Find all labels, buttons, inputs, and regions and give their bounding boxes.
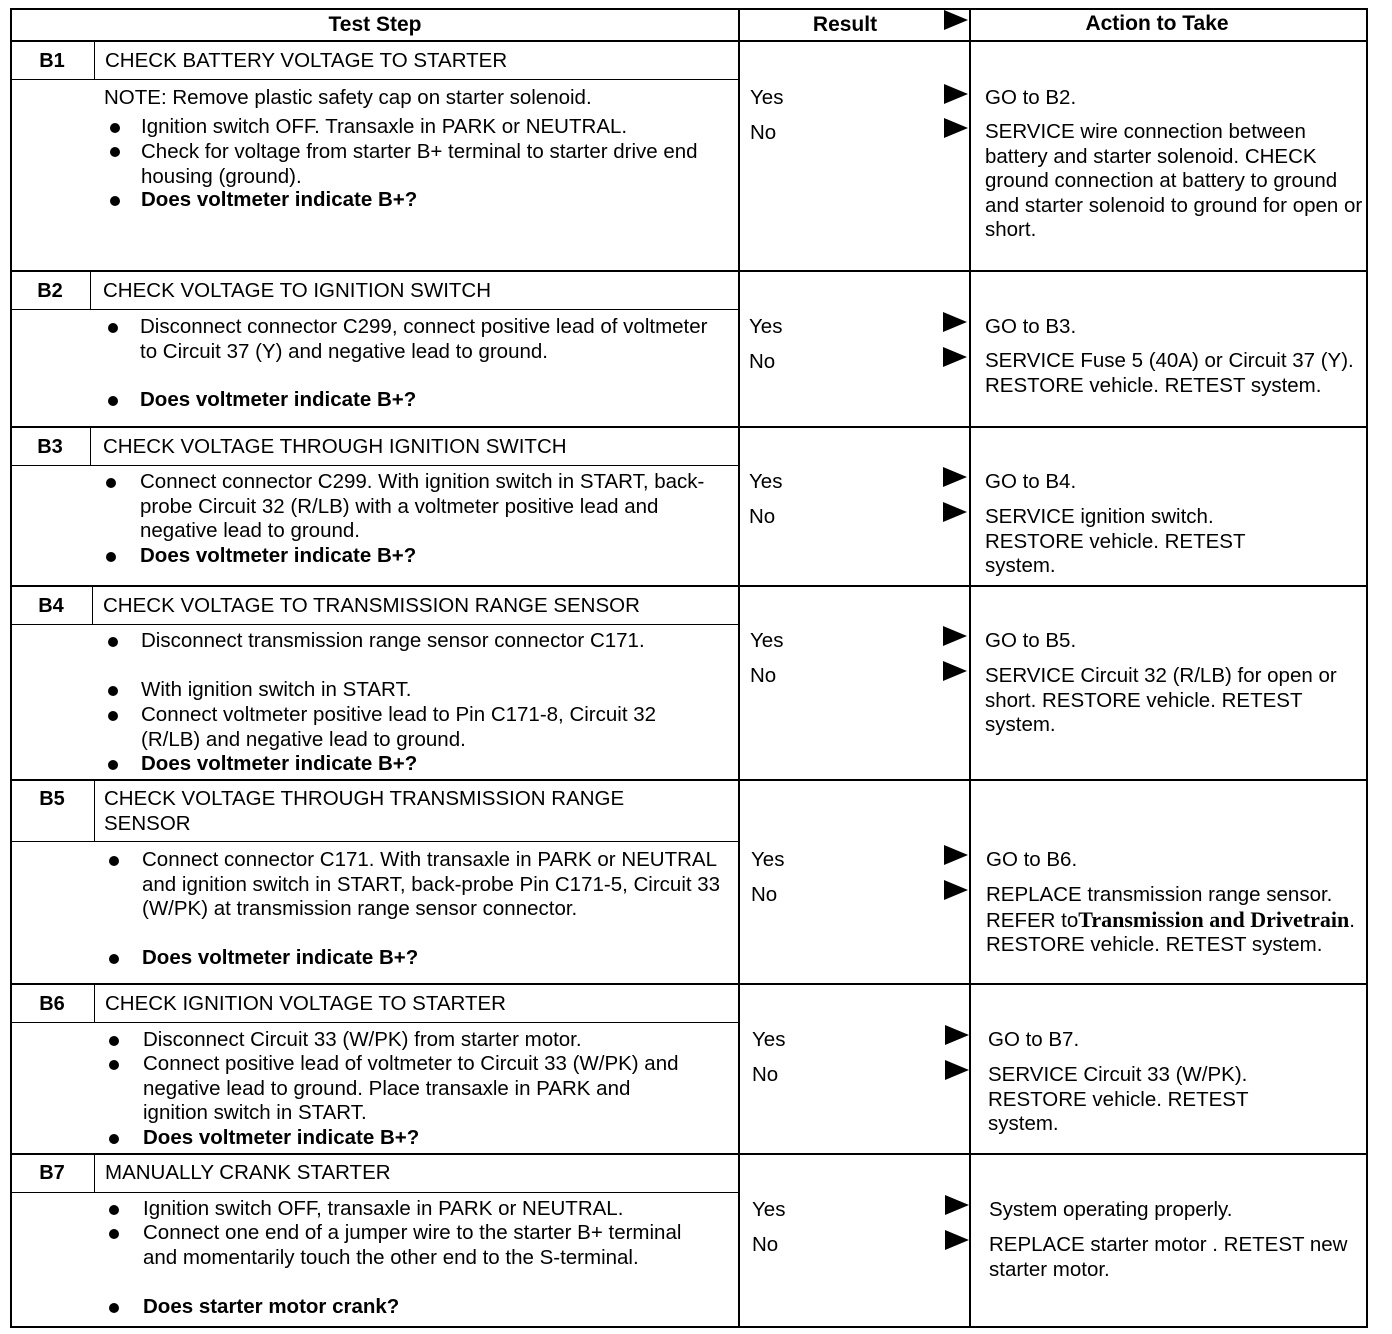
step-question: Does voltmeter indicate B+? bbox=[143, 1126, 420, 1149]
action-no: SERVICE Fuse 5 (40A) or Circuit 37 (Y). RESTORE vehicle. RETEST system. bbox=[985, 349, 1354, 397]
step-bullet: Check for voltage from starter B+ terminal to starter drive end housing (ground). bbox=[141, 140, 698, 188]
step-bullet: Connect connector C299. With ignition switch in START, back-probe Circuit 32 (R/LB) with a voltmeter positive lead and negative lead to ground. bbox=[140, 470, 705, 542]
bullet-icon bbox=[109, 1205, 119, 1215]
arrow-icon bbox=[944, 84, 968, 104]
header-action: Action to Take bbox=[1085, 12, 1229, 35]
result-no: No bbox=[749, 505, 776, 528]
bullet-icon bbox=[108, 760, 118, 770]
bullet-icon bbox=[109, 1060, 119, 1070]
bullet-icon bbox=[109, 856, 119, 866]
bullet-icon bbox=[110, 123, 120, 133]
header-result: Result bbox=[812, 13, 878, 36]
result-yes: Yes bbox=[752, 1028, 786, 1051]
step-bullet: Disconnect connector C299, connect positive lead of voltmeter to Circuit 37 (Y) and negative lead to ground. bbox=[140, 315, 708, 363]
bullet-icon bbox=[108, 686, 118, 696]
result-no: No bbox=[749, 350, 776, 373]
bullet-icon bbox=[109, 1303, 119, 1313]
step-question: Does voltmeter indicate B+? bbox=[141, 188, 418, 211]
step-question: Does voltmeter indicate B+? bbox=[140, 544, 417, 567]
bullet-icon bbox=[106, 478, 116, 488]
step-bullet: Ignition switch OFF, transaxle in PARK or NEUTRAL. bbox=[143, 1197, 624, 1220]
action-no: SERVICE Circuit 33 (W/PK). RESTORE vehicle. RETEST system. bbox=[988, 1063, 1249, 1135]
step-bullet: Connect voltmeter positive lead to Pin C171-8, Circuit 32 (R/LB) and negative lead to ground. bbox=[141, 703, 657, 751]
header-test-step: Test Step bbox=[328, 13, 422, 36]
result-yes: Yes bbox=[750, 86, 784, 109]
step-id: B7 bbox=[39, 1162, 65, 1184]
step-bullet: Disconnect transmission range sensor connector C171. bbox=[141, 629, 645, 652]
bullet-icon bbox=[108, 711, 118, 721]
action-yes: GO to B3. bbox=[985, 315, 1077, 338]
bullet-icon bbox=[109, 1036, 119, 1046]
action-no bbox=[986, 883, 1356, 958]
bullet-icon bbox=[108, 396, 118, 406]
arrow-icon bbox=[944, 845, 968, 865]
action-yes: GO to B7. bbox=[988, 1028, 1080, 1051]
action-no: SERVICE Circuit 32 (R/LB) for open or short. RESTORE vehicle. RETEST system. bbox=[985, 664, 1337, 736]
bullet-icon bbox=[108, 637, 118, 647]
step-bullet: Connect positive lead of voltmeter to Circuit 33 (W/PK) and negative lead to ground. Place transaxle in PARK and ignition switch in START. bbox=[143, 1052, 679, 1124]
action-yes: GO to B6. bbox=[986, 848, 1078, 871]
bullet-icon bbox=[110, 147, 120, 157]
bullet-icon bbox=[109, 1134, 119, 1144]
action-yes: System operating properly. bbox=[989, 1198, 1233, 1221]
step-bullet: Ignition switch OFF. Transaxle in PARK or NEUTRAL. bbox=[141, 115, 628, 138]
bullet-icon bbox=[110, 196, 120, 206]
bullet-icon bbox=[106, 552, 116, 562]
arrow-icon bbox=[943, 347, 967, 367]
result-arrow-icon bbox=[944, 10, 968, 30]
result-yes: Yes bbox=[752, 1198, 786, 1221]
step-id: B5 bbox=[39, 788, 65, 810]
step-id: B1 bbox=[39, 50, 65, 72]
step-bullet: Connect one end of a jumper wire to the starter B+ terminal and momentarily touch the other end to the S-terminal. bbox=[143, 1221, 682, 1269]
arrow-icon bbox=[943, 502, 967, 522]
step-bullet: Connect connector C171. With transaxle in PARK or NEUTRAL and ignition switch in START, back-probe Pin C171-5, Circuit 33 (W/PK) at transmission range sensor connector. bbox=[142, 848, 721, 920]
result-no: No bbox=[752, 1063, 779, 1086]
action-no: SERVICE ignition switch. RESTORE vehicle. RETEST system. bbox=[985, 505, 1246, 577]
arrow-icon bbox=[944, 118, 968, 138]
step-title: CHECK VOLTAGE TO IGNITION SWITCH bbox=[103, 279, 492, 302]
step-title: CHECK VOLTAGE THROUGH TRANSMISSION RANGE SENSOR bbox=[104, 787, 625, 835]
step-title: CHECK BATTERY VOLTAGE TO STARTER bbox=[105, 49, 508, 72]
step-note: NOTE: Remove plastic safety cap on starter solenoid. bbox=[104, 86, 592, 109]
result-yes: Yes bbox=[751, 848, 785, 871]
result-yes: Yes bbox=[749, 470, 783, 493]
step-title: MANUALLY CRANK STARTER bbox=[105, 1161, 391, 1184]
step-id: B6 bbox=[39, 993, 65, 1015]
bullet-icon bbox=[109, 954, 119, 964]
arrow-icon bbox=[943, 312, 967, 332]
arrow-icon bbox=[945, 1060, 969, 1080]
result-yes: Yes bbox=[750, 629, 784, 652]
arrow-icon bbox=[943, 467, 967, 487]
step-question: Does voltmeter indicate B+? bbox=[140, 388, 417, 411]
result-no: No bbox=[751, 883, 778, 906]
arrow-icon bbox=[945, 1025, 969, 1045]
result-no: No bbox=[750, 121, 777, 144]
arrow-icon bbox=[943, 626, 967, 646]
action-yes: GO to B2. bbox=[985, 86, 1077, 109]
arrow-icon bbox=[944, 880, 968, 900]
action-yes: GO to B5. bbox=[985, 629, 1077, 652]
step-title: CHECK VOLTAGE TO TRANSMISSION RANGE SENSOR bbox=[103, 594, 640, 617]
step-title: CHECK IGNITION VOLTAGE TO STARTER bbox=[105, 992, 506, 1015]
step-title: CHECK VOLTAGE THROUGH IGNITION SWITCH bbox=[103, 435, 567, 458]
action-yes: GO to B4. bbox=[985, 470, 1077, 493]
arrow-icon bbox=[943, 661, 967, 681]
bullet-icon bbox=[108, 323, 118, 333]
result-no: No bbox=[750, 664, 777, 687]
step-id: B4 bbox=[38, 595, 64, 617]
action-no: SERVICE wire connection between battery and starter solenoid. CHECK ground connection at battery to ground and starter solenoid to ground for open or short. bbox=[985, 120, 1363, 241]
step-bullet: With ignition switch in START. bbox=[141, 678, 412, 701]
action-no: REPLACE starter motor . RETEST new starter motor. bbox=[989, 1233, 1348, 1281]
step-question: Does voltmeter indicate B+? bbox=[141, 752, 418, 775]
result-yes: Yes bbox=[749, 315, 783, 338]
arrow-icon bbox=[945, 1230, 969, 1250]
step-question: Does starter motor crank? bbox=[143, 1295, 400, 1318]
action-no-text-end: . RESTORE vehicle. RETEST system. bbox=[986, 908, 1355, 956]
step-bullet: Disconnect Circuit 33 (W/PK) from starter motor. bbox=[143, 1028, 582, 1051]
result-no: No bbox=[752, 1233, 779, 1256]
step-id: B2 bbox=[37, 280, 63, 302]
step-id: B3 bbox=[37, 436, 63, 458]
manual-reference: Transmission and Drivetrain bbox=[1078, 906, 1350, 932]
arrow-icon bbox=[945, 1195, 969, 1215]
action-no-text: REPLACE transmission range sensor. REFER to bbox=[986, 883, 1333, 932]
step-question: Does voltmeter indicate B+? bbox=[142, 946, 419, 969]
bullet-icon bbox=[109, 1229, 119, 1239]
